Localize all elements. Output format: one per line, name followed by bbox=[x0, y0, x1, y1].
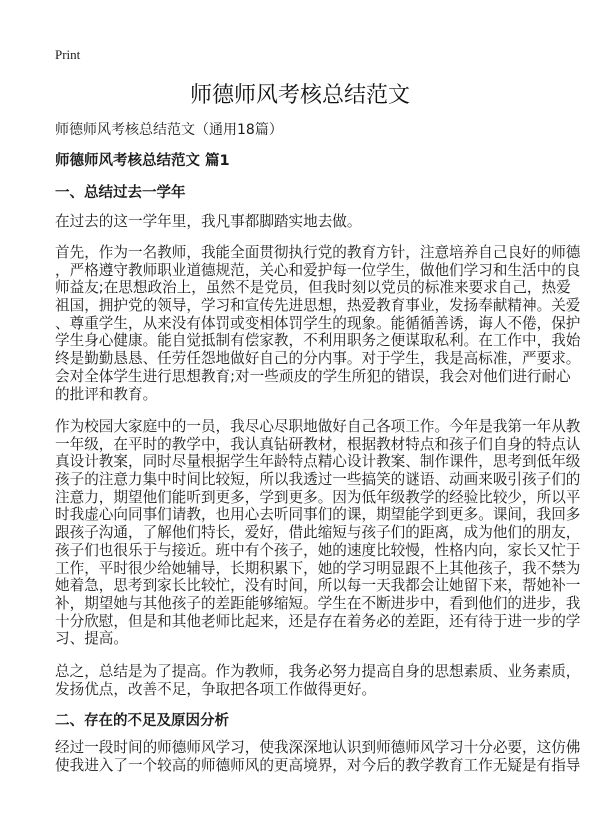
paragraph-1 bbox=[55, 244, 581, 403]
paragraph-4 bbox=[55, 739, 581, 774]
paragraph-line: ，严格遵守教师职业道德规范，关心和爱护每一位学生，做他们学习和生活中的良 bbox=[55, 261, 581, 279]
paragraph-line: 真设计教案，同时尽量根据学生年龄特点精心设计教案、制作课件，思考到低年级 bbox=[55, 453, 581, 471]
paragraph-line: 工作，平时很少给她辅导，长期积累下，她的学习明显跟不上其他孩子，我不禁为 bbox=[55, 559, 581, 577]
paragraph-line: 会对全体学生进行思想教育;对一些顽皮的学生所犯的错误，我会对他们进行耐心 bbox=[55, 367, 571, 385]
paragraph-3 bbox=[55, 663, 581, 698]
paragraph-line: 师益友;在思想政治上，虽然不是党员，但我时刻以党员的标准来要求自己，热爱 bbox=[55, 279, 571, 297]
paragraph-line: 一年级，在平时的教学中，我认真钻研教材，根据教材特点和孩子们自身的特点认 bbox=[55, 435, 581, 453]
paragraph-line: 总之，总结是为了提高。作为教师，我务必努力提高自身的思想素质、业务素质， bbox=[55, 663, 581, 680]
print-link[interactable]: Print bbox=[55, 47, 81, 62]
section2-heading: 二、存在的不足及原因分析 bbox=[55, 713, 229, 729]
paragraph-line: 的批评和教育。 bbox=[55, 385, 158, 403]
paragraph-line: 注意力，期望他们能听到更多，学到更多。因为低年级教学的经验比较少，所以平 bbox=[55, 488, 581, 506]
section1-heading: 一、总结过去一学年 bbox=[55, 185, 186, 201]
paragraph-line: 经过一段时间的师德师风学习，使我深深地认识到师德师风学习十分必要，这仿佛 bbox=[55, 739, 581, 756]
paragraph-line: 、尊重学生，从来没有体罚或变相体罚学生的现象。能循循善诱，诲人不倦，保护 bbox=[55, 314, 581, 332]
paragraph-line: 发扬优点，改善不足，争取把各项工作做得更好。 bbox=[55, 680, 377, 698]
document-subtitle: 师德师风考核总结范文（通用18篇） bbox=[55, 122, 283, 138]
paragraph-line: 时我虚心向同事们请教，也用心去听同事们的课，期望能学到更多。课间，我回多 bbox=[55, 506, 581, 524]
intro-paragraph: 在过去的这一学年里，我凡事都脚踏实地去做。 bbox=[55, 213, 362, 230]
paragraph-line: 她着急，思考到家长比较忙，没有时间，所以每一天我都会让她留下来，帮她补一 bbox=[55, 577, 581, 595]
paragraph-line: 孩子的注意力集中时间比较短，所以我透过一些搞笑的谜语、动画来吸引孩子们的 bbox=[55, 471, 581, 489]
paragraph-line: 学生身心健康。能自觉抵制有偿家教，不利用职务之便谋取私利。在工作中，我始 bbox=[55, 332, 581, 350]
paragraph-line: 孩子们也很乐于与接近。班中有个孩子，她的速度比较慢，性格内向，家长又忙于 bbox=[55, 541, 581, 559]
paragraph-2 bbox=[55, 418, 581, 648]
article-heading: 师德师风考核总结范文 篇1 bbox=[55, 153, 230, 169]
paragraph-line: 十分欣慰，但是和其他老师比起来，还是存在着务必的差距，还有待于进一步的学 bbox=[55, 612, 581, 630]
paragraph-line: 习、提高。 bbox=[55, 630, 128, 648]
paragraph-line: 作为校园大家庭中的一员，我尽心尽职地做好自己各项工作。今年是我第一年从教 bbox=[55, 418, 581, 435]
paragraph-line: 跟孩子沟通，了解他们特长，爱好，借此缩短与孩子们的距离，成为他们的朋友， bbox=[55, 524, 581, 542]
paragraph-line: 补，期望她与其他孩子的差距能够缩短。学生在不断进步中，看到他们的进步，我 bbox=[55, 594, 581, 612]
document-title: 师德师风考核总结范文 bbox=[189, 83, 410, 108]
paragraph-line: 首先，作为一名教师，我能全面贯彻执行党的教育方针，注意培养自己良好的师德 bbox=[55, 244, 581, 261]
paragraph-line: 祖国，拥护党的领导，学习和宣传先进思想，热爱教育事业，发扬奉献精神。关爱 bbox=[55, 297, 581, 315]
paragraph-line: 终是勤勤恳恳、任劳任怨地做好自己的分内事。对于学生，我是高标准，严要求。 bbox=[55, 350, 581, 368]
paragraph-line: 使我进入了一个较高的师德师风的更高境界，对今后的教学教育工作无疑是有指导 bbox=[55, 756, 581, 774]
